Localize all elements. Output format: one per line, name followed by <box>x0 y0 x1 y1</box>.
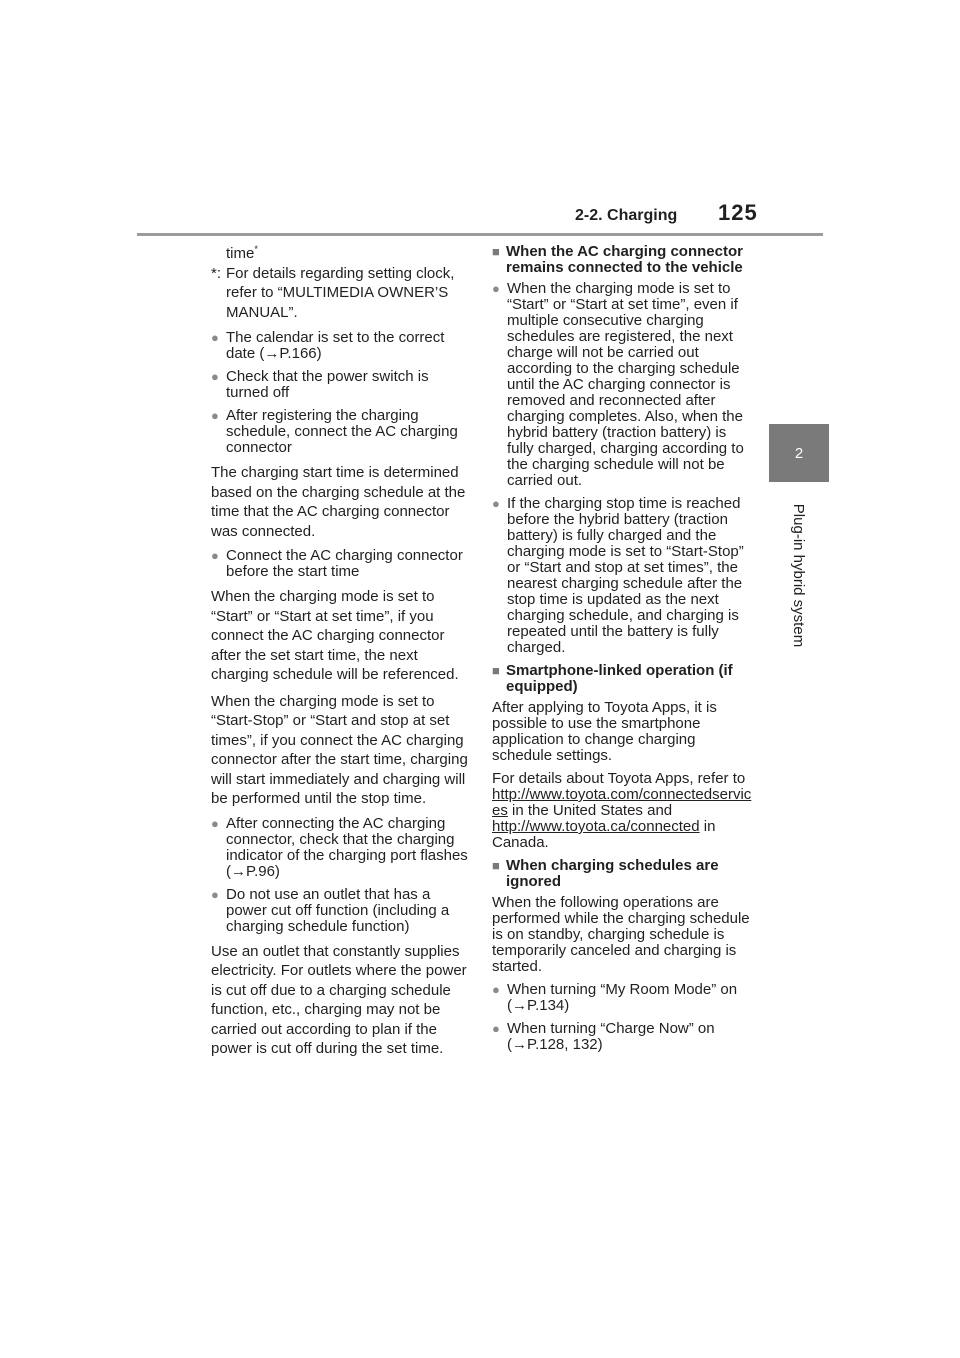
bullet-text: Connect the AC charging connector before the start time <box>226 547 463 580</box>
paragraph-with-links <box>492 771 754 851</box>
subheading-text: Smartphone-linked operation (if equipped) <box>506 662 733 695</box>
paragraph: When the charging mode is set to “Start-Stop” or “Start and stop at set times”, if you connect the AC charging connector after the start time, charging will start immediately and charging will be performed until the stop time. <box>211 692 468 807</box>
bullet-icon: ● <box>492 982 500 997</box>
text-fragment: in Canada. <box>492 818 716 851</box>
left-column <box>211 244 469 1066</box>
header-divider <box>137 233 823 236</box>
subheading-text: When charging schedules are ignored <box>506 857 719 890</box>
footnote-mark: *: <box>211 264 222 282</box>
square-marker-icon: ■ <box>492 858 500 873</box>
subheading-text: When the AC charging connector remains connected to the vehicle <box>506 243 743 276</box>
list-item <box>211 887 469 935</box>
subheading <box>492 663 754 695</box>
bullet-icon: ● <box>211 408 219 423</box>
footnote <box>211 264 469 323</box>
chapter-tab[interactable] <box>769 424 829 482</box>
chapter-label-text: Plug-in hybrid system <box>790 503 808 647</box>
list-item <box>211 369 469 401</box>
bullet-icon: ● <box>492 496 500 511</box>
text-fragment: For details about Toyota Apps, refer to <box>492 770 746 787</box>
list-item <box>211 548 469 580</box>
page-number: 125 <box>718 200 758 225</box>
subheading <box>492 244 754 276</box>
list-item <box>492 982 754 1014</box>
paragraph: Use an outlet that constantly supplies electricity. For outlets where the power is cut off due to a charging schedule function, etc., charging may not be carried out according to plan if the power is cut off during the set time. <box>211 942 467 1057</box>
bullet-icon: ● <box>211 886 219 902</box>
list-item <box>211 408 469 456</box>
paragraph: When the charging mode is set to “Start” or “Start at set time”, if you connect the AC charging connector after the set start time, the next charging schedule will be referenced. <box>211 588 459 683</box>
list-item <box>211 816 469 880</box>
time-word: time <box>226 245 255 262</box>
bullet-text: After connecting the AC charging connector, check that the charging indicator of the charging port flashes (→P.96) <box>226 814 468 880</box>
list-item <box>211 330 469 362</box>
continued-text <box>211 244 469 264</box>
square-marker-icon: ■ <box>492 244 500 259</box>
list-item <box>492 496 754 656</box>
bullet-text: Check that the power switch is turned off <box>226 368 429 401</box>
paragraph: The charging start time is determined based on the charging schedule at the time that the AC charging connector was connected. <box>211 464 466 540</box>
chapter-label <box>787 490 811 660</box>
bullet-text: The calendar is set to the correct date (→P.166) <box>226 329 445 362</box>
bullet-text: When turning “Charge Now” on (→P.128, 132) <box>507 1020 715 1053</box>
toyota-canada-link[interactable]: http://www.toyota.ca/connected <box>492 818 700 835</box>
paragraph: After applying to Toyota Apps, it is possible to use the smartphone application to change charging schedule settings. <box>492 699 717 764</box>
bullet-icon: ● <box>211 548 219 563</box>
toyota-us-link[interactable]: http://www.toyota.com/connectedservices <box>492 786 752 819</box>
text-fragment: in the United States and <box>512 802 673 819</box>
bullet-icon: ● <box>492 1021 500 1036</box>
list-item <box>492 281 754 489</box>
bullet-icon: ● <box>211 815 219 831</box>
paragraph: When the following operations are performed while the charging schedule is on standby, charging schedule is temporarily canceled and charging is started. <box>492 894 750 975</box>
bullet-text: When turning “My Room Mode” on (→P.134) <box>507 981 738 1014</box>
subheading <box>492 858 754 890</box>
right-column <box>492 244 754 1060</box>
footnote-ref: * <box>254 244 258 254</box>
bullet-icon: ● <box>211 369 219 384</box>
bullet-text: If the charging stop time is reached before the hybrid battery (traction battery) is fully charged and the charging mode is set to “Start-Stop” or “Start and stop at set times”, the nearest charging schedule after the stop time is updated as the next charging schedule, and charging is repeated until the battery is fully charged. <box>507 495 744 656</box>
section-title: 2-2. Charging <box>575 207 678 224</box>
bullet-icon: ● <box>492 281 500 296</box>
bullet-text: Do not use an outlet that has a power cut off function (including a charging schedule function) <box>226 885 450 935</box>
footnote-text: For details regarding setting clock, refer to “MULTIMEDIA OWNER’S MANUAL”. <box>226 264 455 321</box>
list-item <box>492 1021 754 1053</box>
chapter-number: 2 <box>794 444 804 462</box>
square-marker-icon: ■ <box>492 663 500 678</box>
bullet-text: When the charging mode is set to “Start” or “Start at set time”, even if multiple consecutive charging schedules are registered, the next charge will not be carried out according to the charging schedule until the AC charging connector is removed and reconnected after charging completes. Also, when the hybrid battery (traction battery) is fully charged, charging according to the charging schedule will not be carried out. <box>507 280 744 489</box>
bullet-text: After registering the charging schedule, connect the AC charging connector <box>226 407 458 456</box>
bullet-icon: ● <box>211 330 219 345</box>
